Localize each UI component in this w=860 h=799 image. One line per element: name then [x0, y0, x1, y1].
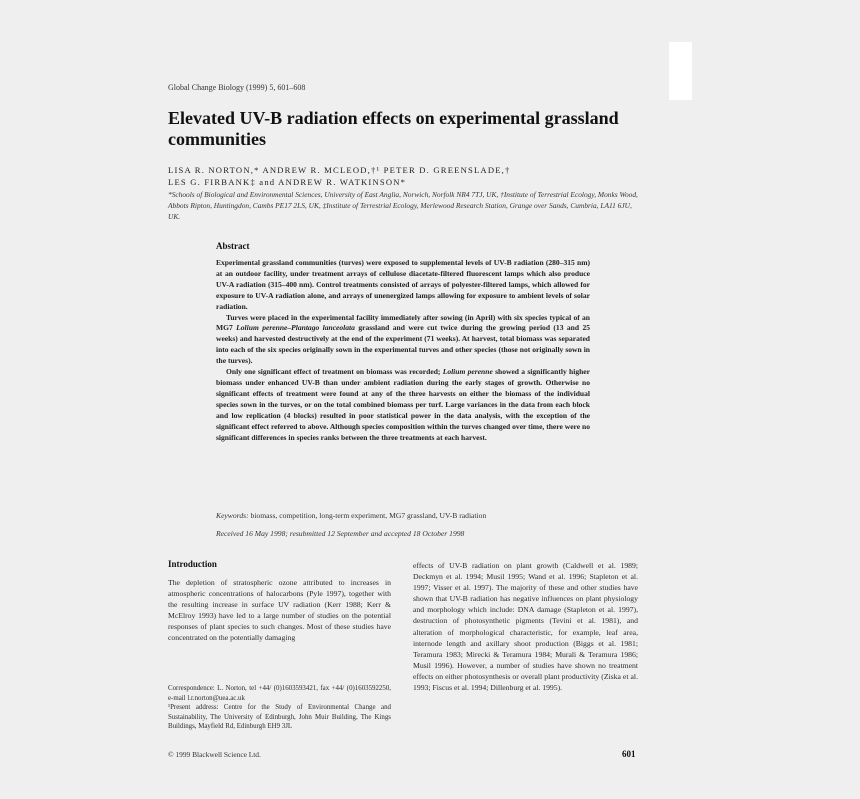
author-list — [168, 164, 628, 188]
species-name: Lolium perenne–Plantago lanceolata — [236, 323, 355, 333]
author-line-1: LISA R. NORTON,* ANDREW R. MCLEOD,†¹ PETER D. GREENSLADE,† — [168, 165, 511, 175]
abstract-body — [216, 258, 590, 443]
abstract-paragraph-1: Experimental grassland communities (turves) were exposed to supplemental levels of UV-B radiation (280–315 nm) at an outdoor facility, under treatment arrays of cellulose diacetate-filtered fluorescent lamps which also produce UV-A radiation (315–400 nm). Control treatments consisted of arrays of polyester-filtered lamps, which allowed for exposure to UV-A radiation alone, and arrays of unenergized lamps allowing for exposure to ambient levels of solar radiation. — [216, 258, 590, 311]
correspondence-note: Correspondence: L. Norton, tel +44/ (0)1603593421, fax +44/ (0)1603592250, e-mail l.r.norton@uea.ac.uk — [168, 685, 391, 702]
copyright-notice: © 1999 Blackwell Science Ltd. — [168, 750, 261, 759]
keywords-text: biomass, competition, long-term experiment, MG7 grassland, UV-B radiation — [248, 511, 487, 520]
introduction-right-text: effects of UV-B radiation on plant growth (Caldwell et al. 1989; Deckmyn et al. 1994; Musil 1995; Wand et al. 1996; Stapleton et al. 1997; Visser et al. 1997). The majority of these and other studies have shown that UV-B radiation has negative influences on plant physiology and morphology which include: DNA damage (Stapleton et al. 1997), destruction of photosynthetic pigments (Tevini et al. 1981), and alteration of morphological characteristic, for example, leaf area, internode length and axillary shoot production (Biggs et al. 1981; Teramura 1983; Mirecki & Teramura 1984; Murali & Teramura 1986; Musil 1996). However, a number of studies have shown no treatment effects on either photosynthesis or overall plant productivity (Ziska et al. 1993; Fiscus et al. 1994; Dillenburg et al. 1995). — [413, 561, 638, 693]
abstract-paragraph-2 — [216, 313, 590, 368]
abstract-heading: Abstract — [216, 241, 250, 251]
author-line-2: LES G. FIRBANK‡ and ANDREW R. WATKINSON* — [168, 177, 407, 187]
present-address-note: ¹Present address: Centre for the Study of Environmental Change and Sustainability, The University of Edinburgh, John Muir Building, The Kings Buildings, Mayfield Rd, Edinburgh EH9 3JL — [168, 704, 391, 731]
journal-citation: Global Change Biology (1999) 5, 601–608 — [168, 83, 306, 92]
page-number: 601 — [622, 749, 636, 759]
abstract-p2-text-a: Turves were placed in the experimental facility immediately after sowing (in April) with six species typical of an MG7 — [216, 312, 590, 333]
abstract-p3-text-a: Only one significant effect of treatment on biomass was recorded; — [226, 367, 443, 377]
page-tab-marker — [669, 42, 692, 100]
introduction-left-text: The depletion of stratospheric ozone attributed to increases in atmospheric concentrations of halocarbons (Pyle 1997), together with the resulting increase in surface UV radiation (Kerr 1988; Kerr & McElroy 1993) have led to a large number of studies on the potential responses of plant species to such changes. Most of these studies have concentrated on the potentially damaging — [168, 578, 391, 643]
footnote — [168, 684, 391, 732]
introduction-heading: Introduction — [168, 559, 217, 569]
author-affiliations: *Schools of Biological and Environmental Sciences, University of East Anglia, Norwich, Norfolk NR4 7TJ, UK, †Institute of Terrestrial Ecology, Monks Wood, Abbots Ripton, Huntingdon, Cambs PE17 2LS, UK, ‡Institute of Terrestrial Ecology, Merlewood Research Station, Grange over Sands, Cumbria, LA11 6JU, UK. — [168, 190, 638, 221]
species-name: Lolium perenne — [442, 367, 493, 377]
abstract-paragraph-3 — [216, 367, 590, 443]
introduction-left-column — [168, 577, 391, 644]
keywords-label: Keywords: — [216, 511, 249, 520]
abstract-p3-text-b: showed a significantly higher biomass under enhanced UV-B than under ambient radiation during the early stages of growth. Otherwise no significant effects of treatment were found at any of the three harvests on either the biomass of the individual species sown in the turves, or on the total combined biomass per turf. Large variances in the data from each block and low replication (4 blocks) resulted in poor statistical power in the data analysis, with the exception of the significant effect referred to above. Although species composition within the turves changed over time, there were no significant differences in species ranks between the three treatments at each harvest. — [216, 367, 591, 442]
keywords — [216, 511, 596, 521]
introduction-right-column — [413, 560, 638, 693]
abstract-p2-text-b: grassland and were cut twice during the growing period (13 and 25 weeks) and harvested destructively at the end of the experiment (71 weeks). At harvest, total biomass was separated into each of the six species originally sown in the experimental turves and other species (those not originally sown in the turves). — [216, 323, 590, 366]
received-dates: Received 16 May 1998; resubmitted 12 September and accepted 18 October 1998 — [216, 529, 465, 538]
article-title: Elevated UV-B radiation effects on experimental grassland communities — [168, 108, 619, 149]
